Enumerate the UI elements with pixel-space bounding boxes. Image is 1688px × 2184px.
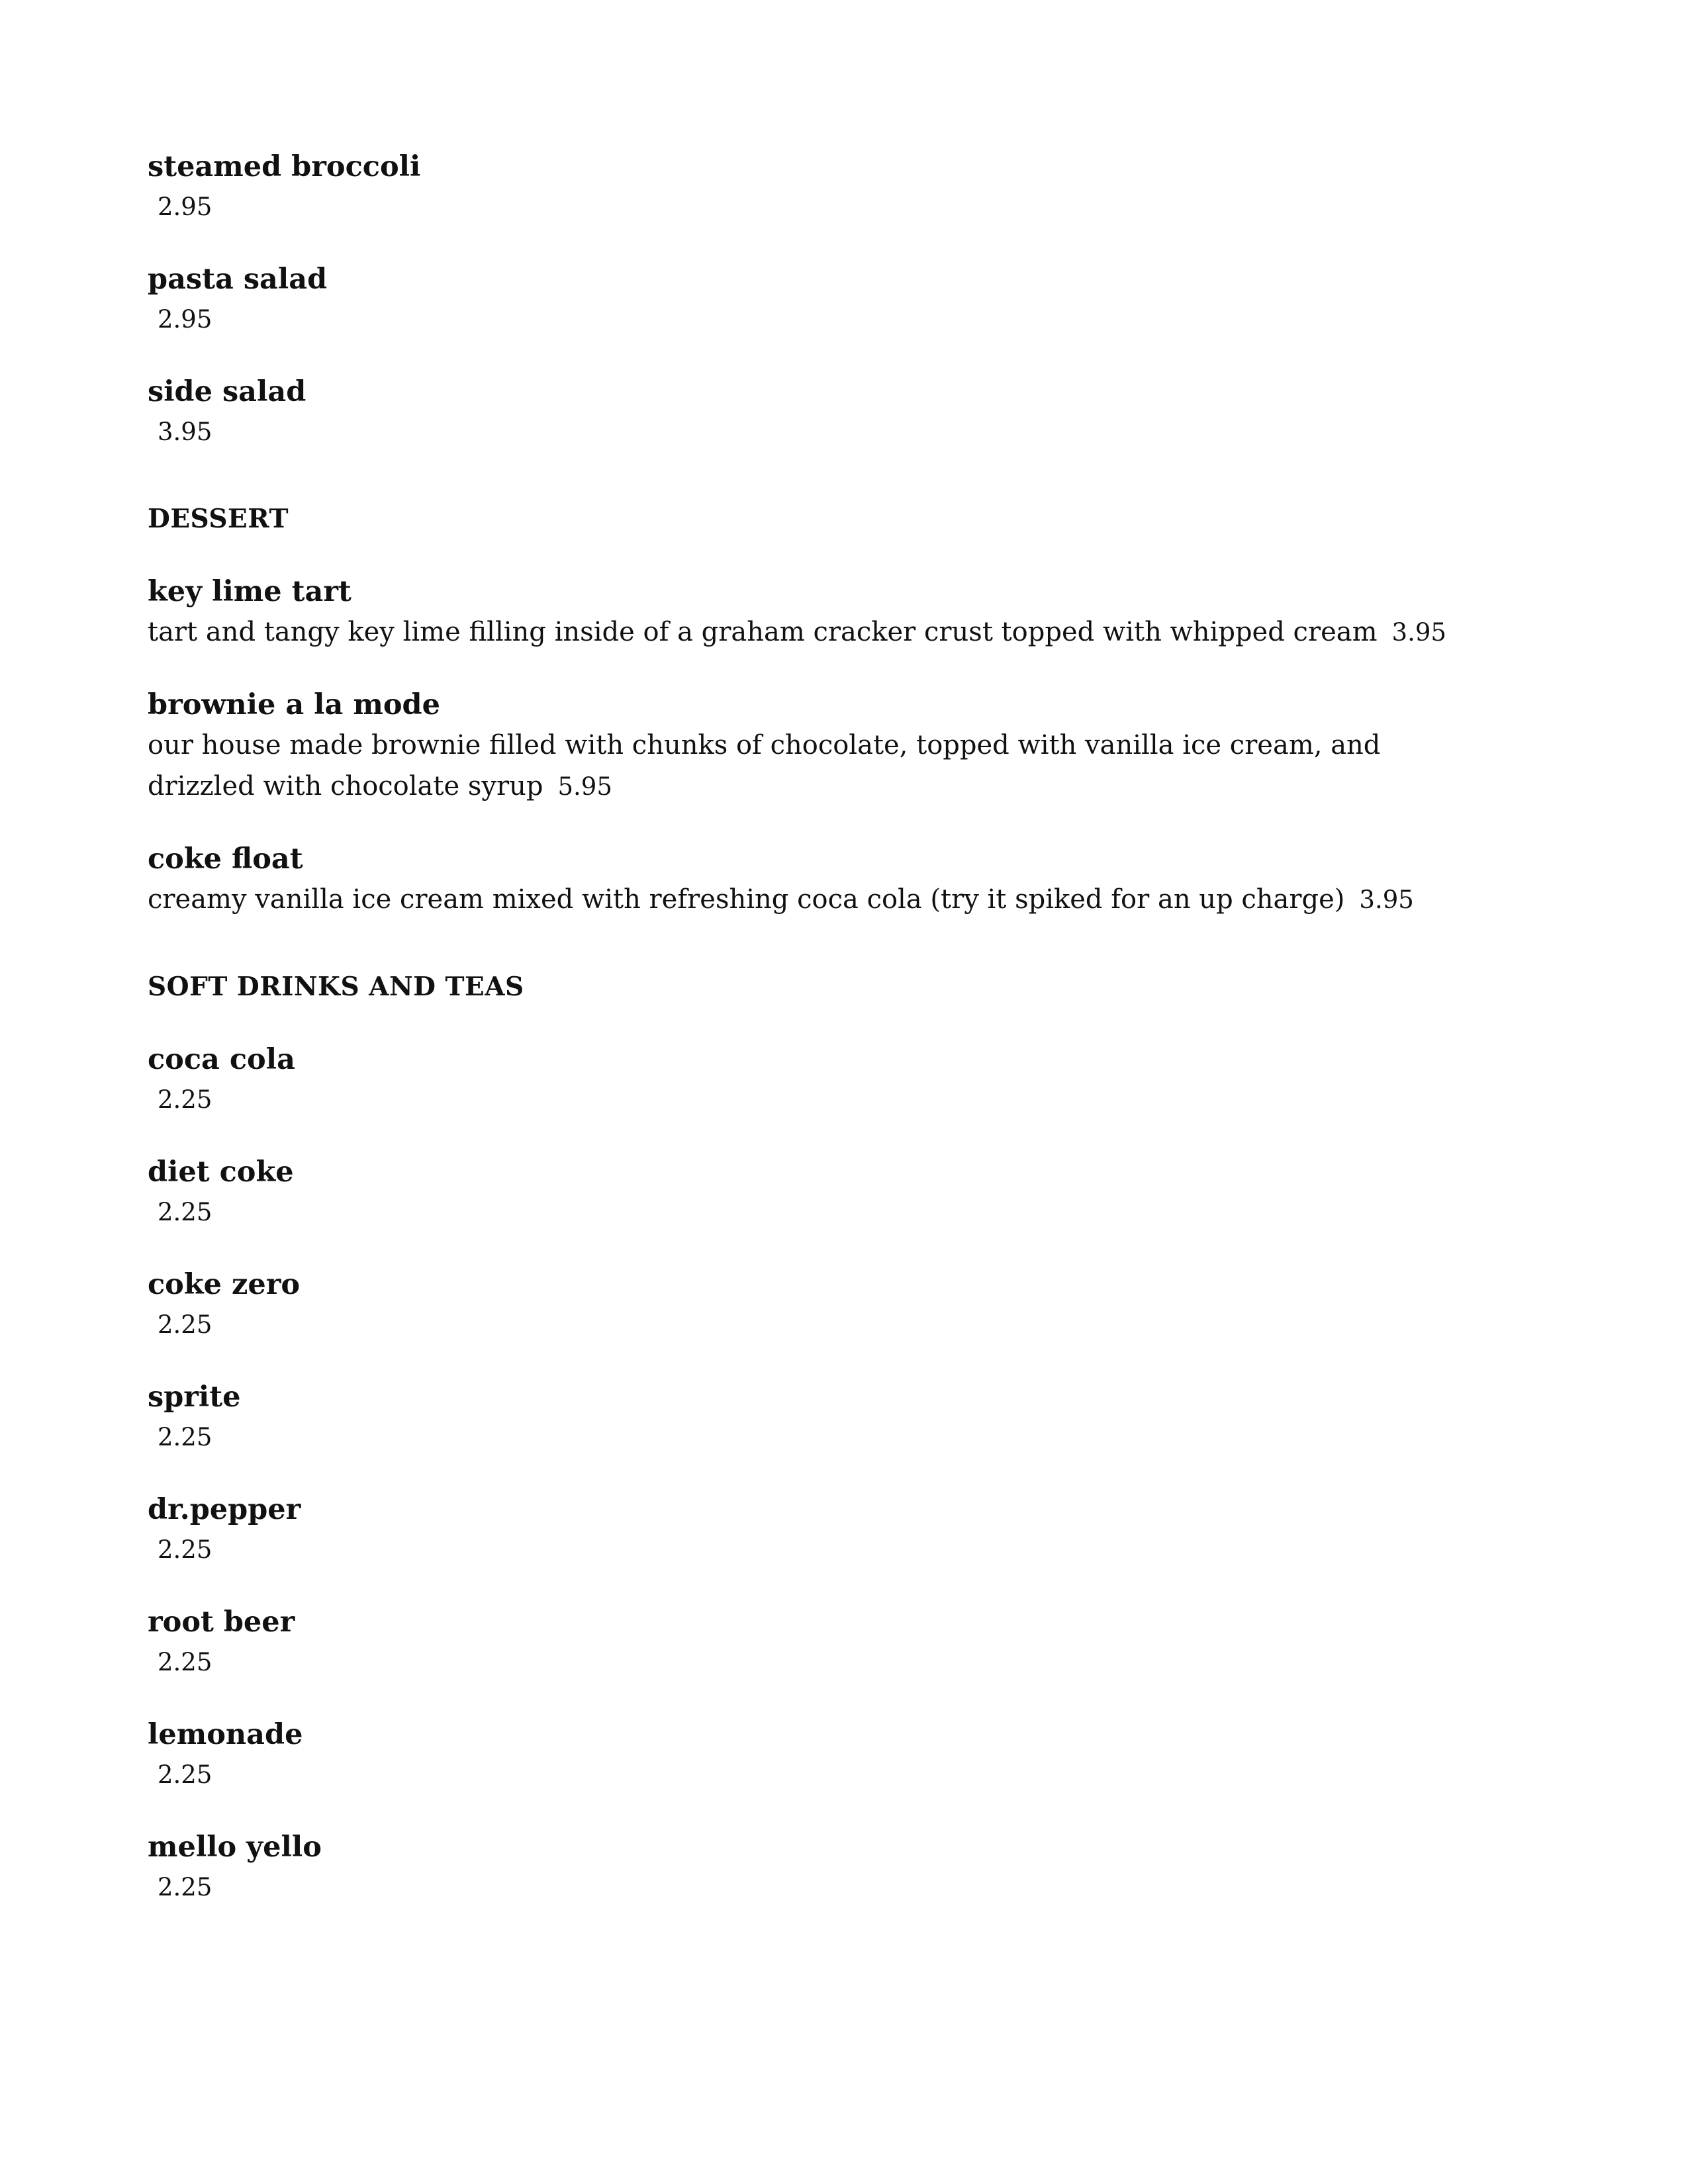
item-price: 2.25 bbox=[158, 1535, 212, 1564]
item-name: lemonade bbox=[148, 1718, 303, 1751]
item-description-text: tart and tangy key lime filling inside of a graham cracker crust topped with whipped cream bbox=[148, 617, 1378, 647]
item-name: root beer bbox=[148, 1606, 295, 1639]
item-description bbox=[148, 879, 1538, 921]
menu-item bbox=[148, 1715, 1538, 1796]
item-description bbox=[148, 725, 1472, 807]
item-name: steamed broccoli bbox=[148, 150, 421, 183]
menu-item bbox=[148, 1377, 1538, 1458]
item-name: coca cola bbox=[148, 1043, 295, 1076]
item-price: 2.95 bbox=[158, 305, 212, 334]
item-price: 2.25 bbox=[158, 1760, 212, 1789]
item-price: 2.25 bbox=[158, 1873, 212, 1901]
item-name: sprite bbox=[148, 1381, 241, 1414]
item-price: 2.95 bbox=[158, 193, 212, 221]
item-description-text: creamy vanilla ice cream mixed with refreshing coca cola (try it spiked for an up charge) bbox=[148, 884, 1345, 915]
item-price: 3.95 bbox=[1391, 618, 1446, 647]
menu-item bbox=[148, 372, 1538, 453]
item-name: pasta salad bbox=[148, 263, 328, 296]
item-name: brownie a la mode bbox=[148, 688, 440, 721]
dessert-heading: DESSERT bbox=[148, 504, 289, 534]
menu-page bbox=[148, 147, 1538, 1908]
item-price: 3.95 bbox=[158, 418, 212, 446]
item-description-text: our house made brownie filled with chunks of chocolate, topped with vanilla ice cream, and drizzled with chocolate syrup bbox=[148, 730, 1381, 801]
menu-item bbox=[148, 1827, 1538, 1908]
item-name: side salad bbox=[148, 375, 306, 408]
item-name: mello yello bbox=[148, 1831, 322, 1864]
item-price: 2.25 bbox=[158, 1310, 212, 1339]
item-name: coke zero bbox=[148, 1268, 301, 1301]
menu-item bbox=[148, 1490, 1538, 1570]
item-price: 2.25 bbox=[158, 1648, 212, 1676]
item-price: 5.95 bbox=[557, 772, 612, 801]
menu-item bbox=[148, 572, 1538, 653]
item-name: coke float bbox=[148, 842, 303, 876]
menu-item bbox=[148, 1265, 1538, 1345]
item-price: 2.25 bbox=[158, 1085, 212, 1114]
menu-item bbox=[148, 259, 1538, 340]
item-name: dr.pepper bbox=[148, 1493, 301, 1526]
menu-item bbox=[148, 1040, 1538, 1120]
item-name: key lime tart bbox=[148, 575, 352, 608]
menu-item bbox=[148, 839, 1538, 921]
menu-item bbox=[148, 1152, 1538, 1233]
menu-item bbox=[148, 147, 1538, 228]
item-name: diet coke bbox=[148, 1156, 294, 1189]
item-description bbox=[148, 612, 1538, 653]
item-price: 2.25 bbox=[158, 1198, 212, 1226]
menu-item bbox=[148, 685, 1538, 807]
item-price: 2.25 bbox=[158, 1423, 212, 1451]
menu-item bbox=[148, 1602, 1538, 1683]
item-price: 3.95 bbox=[1359, 886, 1414, 914]
drinks-heading: SOFT DRINKS AND TEAS bbox=[148, 972, 524, 1002]
